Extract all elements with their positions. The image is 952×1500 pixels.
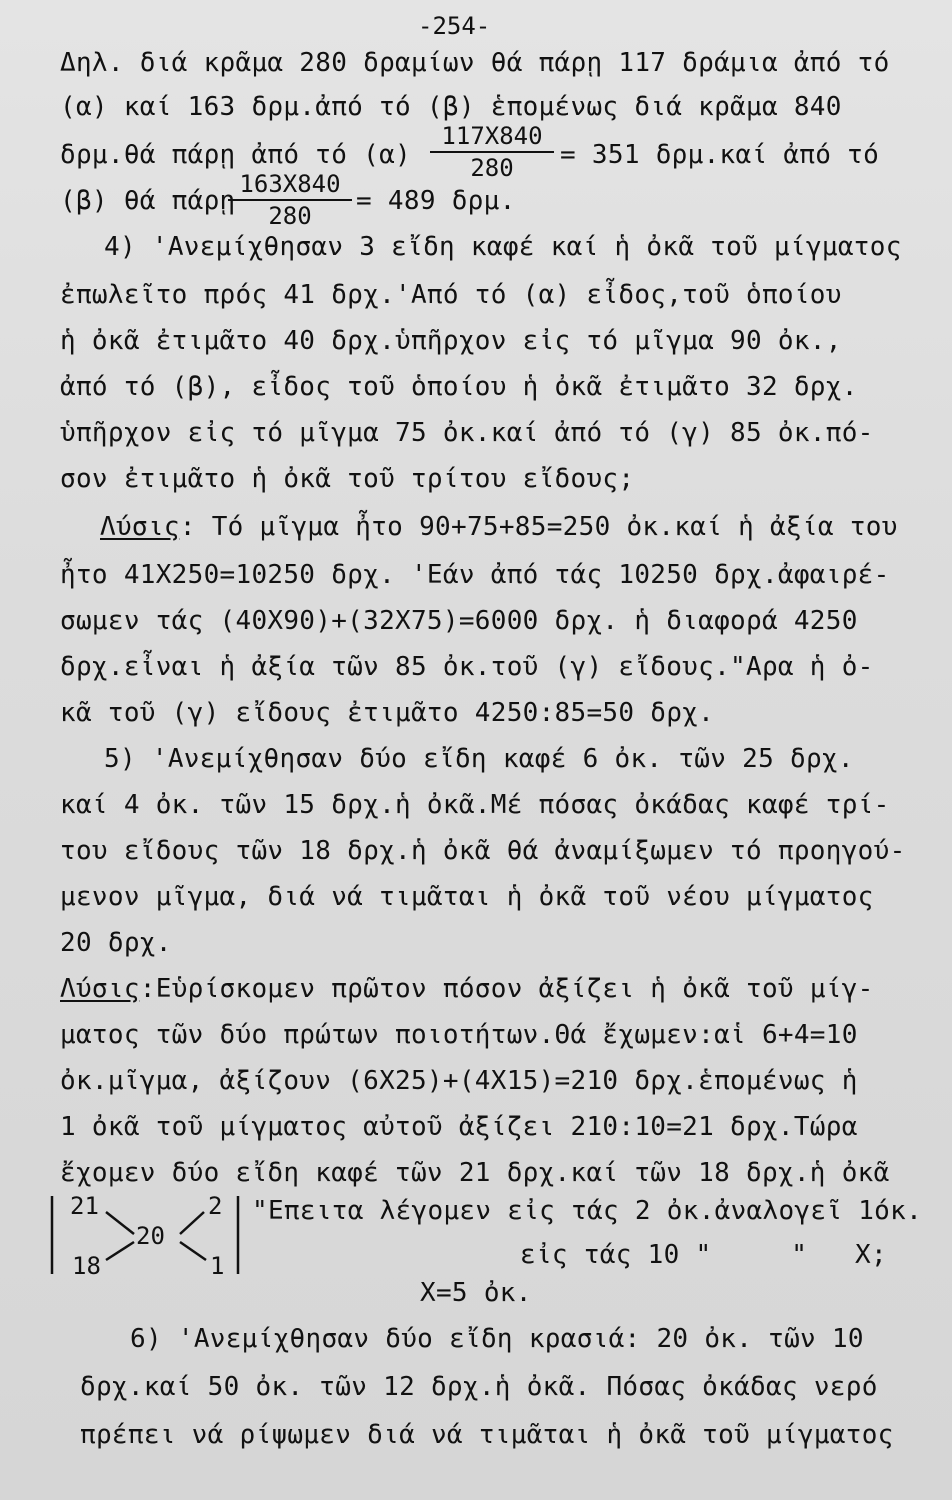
text-line: Δηλ. διά κρᾶμα 280 δραμίων θά πάρῃ 117 δράμια ἀπό τό (60, 48, 890, 78)
fraction-denominator: 280 (268, 202, 312, 230)
alligation-diagram (48, 1190, 248, 1280)
text-line: μενον μῖγμα, διά νά τιμᾶται ἡ ὀκᾶ τοῦ νέου μίγματος (60, 882, 874, 912)
text-line: : Τό μῖγμα ἦτο 90+75+85=250 ὀκ.καί ἡ ἀξία του (179, 512, 898, 542)
fraction-bar (228, 199, 352, 201)
text-line: (α) καί 163 δρμ.ἀπό τό (β) ἑπομένως διά κρᾶμα 840 (60, 92, 842, 122)
text-line: ὑπῆρχον εἰς τό μῖγμα 75 ὀκ.καί ἀπό τό (γ) 85 ὀκ.πό- (60, 418, 874, 448)
text-line: ἡ ὀκᾶ ἐτιμᾶτο 40 δρχ.ὑπῆρχον εἰς τό μῖγμα 90 ὀκ., (60, 326, 842, 356)
fraction-numerator: 163Χ840 (239, 170, 341, 198)
text-line: πρέπει νά ρίψωμεν διά νά τιμᾶται ἡ ὀκᾶ τοῦ μίγματος (80, 1420, 894, 1450)
text-line: ἐπωλεῖτο πρός 41 δρχ.'Από τό (α) εἶδος,τοῦ ὁποίου (60, 280, 842, 310)
diagram-value: 21 (70, 1192, 99, 1220)
text-line: ματος τῶν δύο πρώτων ποιοτήτων.Θά ἔχωμεν:αἱ 6+4=10 (60, 1020, 858, 1050)
text-line: σον ἐτιμᾶτο ἡ ὀκᾶ τοῦ τρίτου εἴδους; (60, 464, 635, 494)
fraction-bar (430, 151, 554, 153)
fraction-numerator: 117Χ840 (441, 122, 543, 150)
text-line: δρχ.καί 50 ὀκ. τῶν 12 δρχ.ἡ ὀκᾶ. Πόσας ὀκάδας νερό (80, 1372, 878, 1402)
solution-label-text: Λύσις (100, 512, 180, 542)
text-line: σωμεν τάς (40Χ90)+(32Χ75)=6000 δρχ. ἡ διαφορά 4250 (60, 606, 858, 636)
text-line: 20 δρχ. (60, 928, 172, 958)
text-line: ἔχομεν δύο εἴδη καφέ τῶν 21 δρχ.καί τῶν 18 δρχ.ἡ ὀκᾶ (60, 1158, 890, 1188)
diagram-center-value: 20 (136, 1222, 165, 1250)
page-number: -254- (418, 12, 491, 40)
diagram-value: 1 (210, 1252, 225, 1280)
diagram-value: 2 (208, 1192, 223, 1220)
solution-label (60, 974, 874, 1004)
text-line: 6) 'Ανεμίχθησαν δύο εἴδη κρασιά: 20 ὀκ. τῶν 10 (130, 1324, 864, 1354)
text-line: 5) 'Ανεμίχθησαν δύο εἴδη καφέ 6 ὀκ. τῶν 25 δρχ. (104, 744, 854, 774)
text-line: ὀκ.μῖγμα, ἀξίζουν (6Χ25)+(4Χ15)=210 δρχ.ἑπομένως ἡ (60, 1066, 858, 1096)
text-line: δρμ.θά πάρῃ ἀπό τό (α) (60, 140, 411, 170)
text-line: εἰς τάς 10 " " Χ; (520, 1240, 887, 1270)
text-line: "Επειτα λέγομεν εἰς τάς 2 ὀκ.ἀναλογεῖ 1όκ. (252, 1196, 923, 1226)
text-line: 1 ὀκᾶ τοῦ μίγματος αὐτοῦ ἀξίζει 210:10=21 δρχ.Τώρα (60, 1112, 858, 1142)
text-line: 4) 'Ανεμίχθησαν 3 εἴδη καφέ καί ἡ ὀκᾶ τοῦ μίγματος (104, 232, 902, 262)
diagram-value: 18 (72, 1252, 101, 1280)
solution-label (100, 512, 898, 542)
text-line: Χ=5 ὀκ. (420, 1278, 532, 1308)
text-line: = 351 δρμ.καί ἀπό τό (560, 140, 880, 170)
text-line: καί 4 ὀκ. τῶν 15 δρχ.ἡ ὀκᾶ.Μέ πόσας ὀκάδας καφέ τρί- (60, 790, 890, 820)
fraction (430, 122, 554, 182)
text-line: (β) θά πάρῃ (60, 186, 236, 216)
text-line: δρχ.εἶναι ἡ ἀξία τῶν 85 ὀκ.τοῦ (γ) εἴδους."Αρα ἡ ὀ- (60, 652, 874, 682)
fraction (228, 170, 352, 230)
text-line: = 489 δρμ. (356, 186, 516, 216)
text-line: ἦτο 41Χ250=10250 δρχ. 'Εάν ἀπό τάς 10250 δρχ.ἀφαιρέ- (60, 560, 890, 590)
text-line: του εἴδους τῶν 18 δρχ.ἡ ὀκᾶ θά ἀναμίξωμεν τό προηγού- (60, 836, 906, 866)
text-line: :Εὑρίσκομεν πρῶτον πόσον ἀξίζει ἡ ὀκᾶ τοῦ μίγ- (139, 974, 874, 1004)
solution-label-text: Λύσις (60, 974, 140, 1004)
text-line: κᾶ τοῦ (γ) εἴδους ἐτιμᾶτο 4250:85=50 δρχ. (60, 698, 715, 728)
fraction-denominator: 280 (470, 154, 514, 182)
text-line: ἀπό τό (β), εἶδος τοῦ ὁποίου ἡ ὀκᾶ ἐτιμᾶτο 32 δρχ. (60, 372, 858, 402)
